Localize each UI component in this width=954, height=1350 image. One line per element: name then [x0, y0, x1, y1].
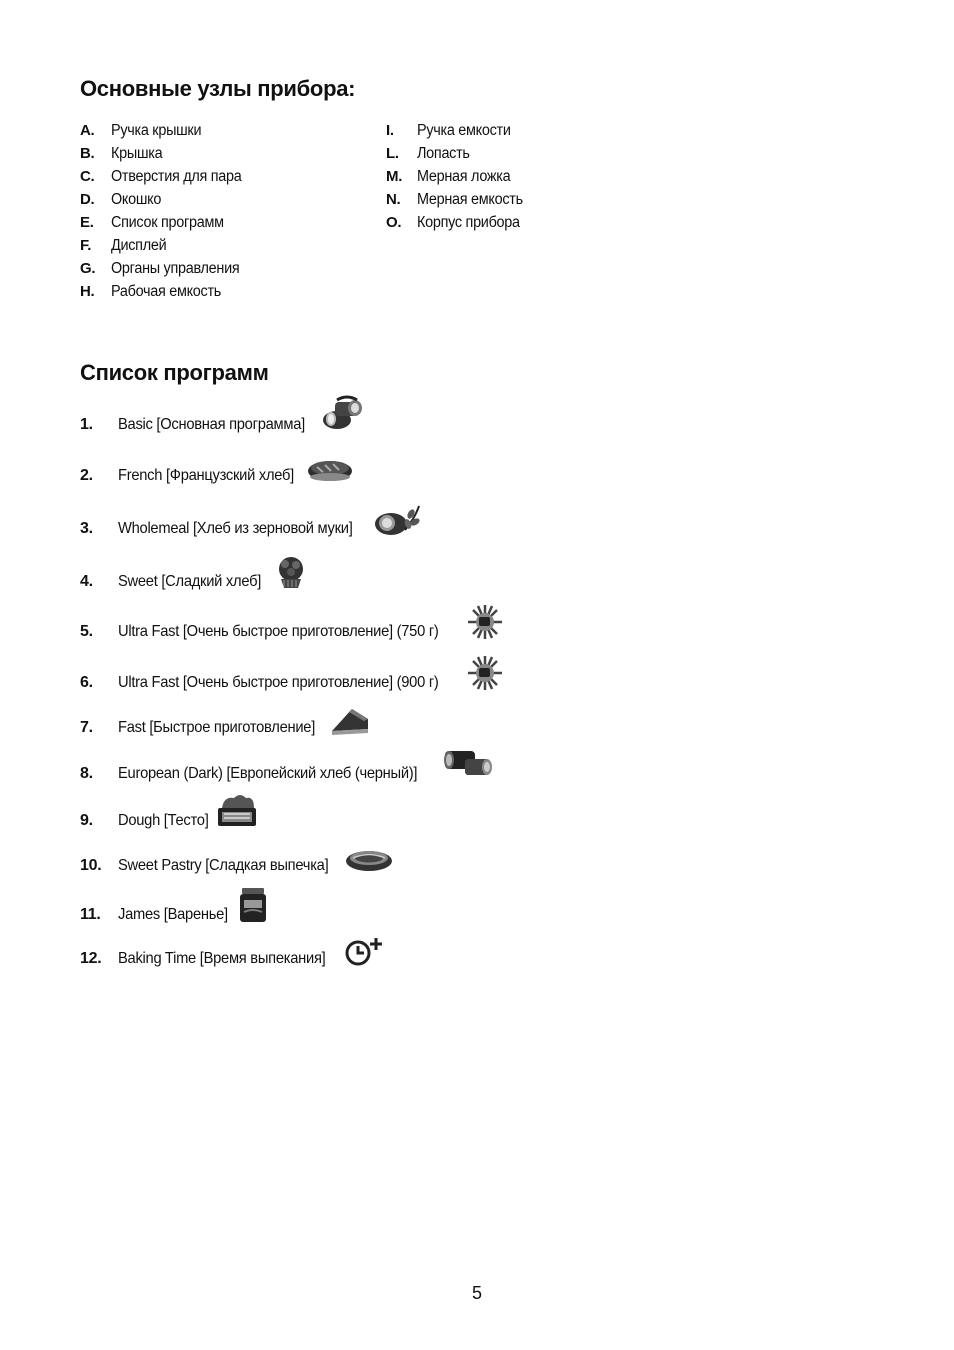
parts-title: Основные узлы прибора:: [80, 76, 356, 101]
part-letter: N.: [386, 191, 401, 208]
program-number: 10.: [80, 857, 102, 874]
program-number: 7.: [80, 719, 93, 736]
part-letter: G.: [80, 260, 96, 277]
program-number: 4.: [80, 573, 93, 590]
european-bread-icon: [439, 745, 495, 783]
page-number: 5: [471, 1283, 482, 1303]
program-label: French [Французский хлеб]: [118, 467, 294, 484]
program-item: [80, 745, 495, 783]
part-letter: F.: [80, 237, 92, 254]
parts-list-left: [80, 119, 251, 303]
program-number: 12.: [80, 950, 102, 967]
part-letter: B.: [80, 145, 95, 162]
sweet-pastry-icon: [343, 845, 395, 875]
part-name: Крышка: [111, 144, 163, 162]
program-label: European (Dark) [Европейский хлеб (черный)]: [118, 765, 418, 782]
clock-plus-icon: [340, 934, 388, 968]
program-number: 5.: [80, 623, 93, 640]
part-name: Органы управления: [111, 259, 240, 277]
program-item: [80, 886, 273, 924]
program-number: 2.: [80, 467, 93, 484]
part-item: [80, 234, 251, 257]
part-letter: D.: [80, 191, 95, 208]
programs-title: Список программ: [80, 360, 269, 385]
program-number: 6.: [80, 674, 93, 691]
part-name: Лопасть: [417, 144, 470, 162]
program-label: Ultra Fast [Очень быстрое приготовление] (900 г): [118, 674, 439, 691]
part-item: [80, 188, 251, 211]
program-item: [80, 705, 374, 737]
part-item: [80, 142, 251, 165]
part-letter: H.: [80, 283, 95, 300]
program-item: [80, 603, 508, 641]
program-label: Wholemeal [Хлеб из зерновой муки]: [118, 520, 353, 537]
part-item: [80, 211, 251, 234]
part-letter: A.: [80, 122, 95, 139]
part-name: Дисплей: [111, 236, 167, 254]
part-name: Мерная ложка: [417, 167, 511, 185]
part-item: [386, 188, 531, 211]
part-item: [386, 119, 531, 142]
program-label: Dough [Тесто]: [118, 812, 209, 829]
part-name: Мерная емкость: [417, 190, 523, 208]
part-item: [80, 257, 251, 280]
french-bread-icon: [305, 455, 355, 485]
program-label: Ultra Fast [Очень быстрое приготовление] (750 г): [118, 623, 439, 640]
part-name: Список программ: [111, 213, 224, 231]
part-item: [80, 119, 251, 142]
program-item: [80, 934, 388, 968]
program-label: Basic [Основная программа]: [118, 416, 305, 433]
part-name: Рабочая емкость: [111, 282, 222, 300]
part-item: [80, 280, 251, 303]
program-item: [80, 392, 367, 434]
fast-bread-icon: [328, 705, 374, 737]
part-name: Отверстия для пара: [111, 167, 242, 185]
program-number: 1.: [80, 416, 93, 433]
part-letter: M.: [386, 168, 403, 185]
part-item: [386, 211, 531, 234]
dough-icon: [212, 792, 262, 830]
part-name: Ручка емкости: [417, 121, 511, 139]
program-number: 9.: [80, 812, 93, 829]
part-item: [80, 165, 251, 188]
part-letter: E.: [80, 214, 94, 231]
program-item: [80, 555, 313, 591]
program-number: 8.: [80, 765, 93, 782]
program-item: [80, 792, 262, 830]
program-item: [80, 845, 395, 875]
part-letter: I.: [386, 122, 394, 139]
program-label: Fast [Быстрое приготовление]: [118, 719, 316, 736]
parts-list-right: [386, 119, 531, 234]
program-label: Baking Time [Время выпекания]: [118, 950, 326, 967]
program-number: 11.: [80, 906, 101, 923]
sweet-bread-icon: [269, 555, 313, 591]
program-item: [80, 502, 423, 538]
program-item: [80, 455, 355, 485]
program-item: [80, 654, 508, 692]
basic-bread-icon: [317, 392, 367, 434]
part-item: [386, 165, 531, 188]
part-name: Ручка крышки: [111, 121, 202, 139]
part-letter: O.: [386, 214, 402, 231]
ultra-fast-icon: [462, 603, 508, 641]
part-name: Окошко: [111, 190, 162, 208]
program-label: Sweet Pastry [Сладкая выпечка]: [118, 857, 329, 874]
part-name: Корпус прибора: [417, 213, 520, 231]
program-label: Sweet [Сладкий хлеб]: [118, 573, 262, 590]
ultra-fast-icon: [462, 654, 508, 692]
program-number: 3.: [80, 520, 93, 537]
part-item: [386, 142, 531, 165]
program-label: James [Варенье]: [118, 906, 228, 923]
part-letter: L.: [386, 145, 399, 162]
part-letter: C.: [80, 168, 95, 185]
jam-jar-icon: [233, 886, 273, 924]
wholemeal-bread-icon: [369, 502, 423, 538]
